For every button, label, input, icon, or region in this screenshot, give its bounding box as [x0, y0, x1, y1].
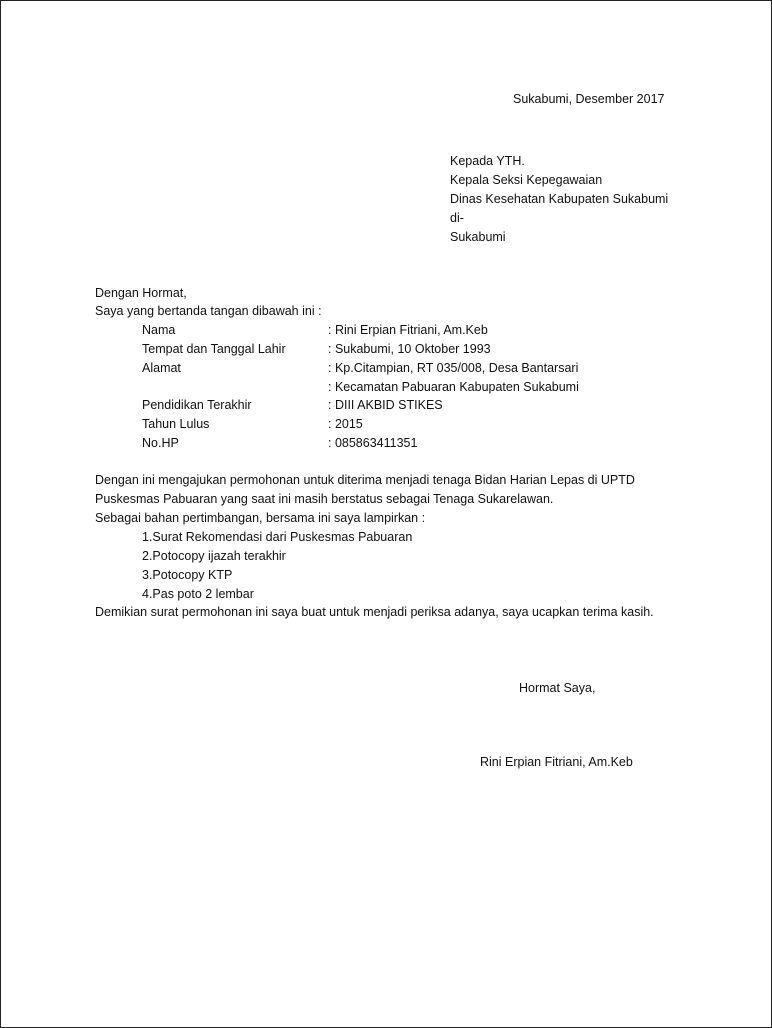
- recipient-line: Sukabumi: [450, 230, 506, 244]
- identity-label: Alamat: [142, 361, 181, 375]
- signature-salutation: Hormat Saya,: [519, 681, 596, 695]
- greeting: Dengan Hormat,: [95, 286, 187, 300]
- identity-value: : 085863411351: [328, 436, 418, 450]
- body-paragraph: Sebagai bahan pertimbangan, bersama ini saya lampirkan :: [95, 511, 426, 525]
- closing-paragraph: Demikian surat permohonan ini saya buat untuk menjadi periksa adanya, saya ucapkan terima kasih.: [95, 605, 654, 619]
- list-item: 1.Surat Rekomendasi dari Puskesmas Pabuaran: [142, 530, 413, 544]
- identity-label: Tahun Lulus: [142, 417, 210, 431]
- list-item: 2.Potocopy ijazah terakhir: [142, 549, 286, 563]
- recipient-line: Dinas Kesehatan Kabupaten Sukabumi: [450, 192, 669, 206]
- body-paragraph: Puskesmas Pabuaran yang saat ini masih berstatus sebagai Tenaga Sukarelawan.: [95, 492, 554, 506]
- identity-label: Tempat dan Tanggal Lahir: [142, 342, 286, 356]
- recipient-line: di-: [450, 211, 464, 225]
- identity-value: : Rini Erpian Fitriani, Am.Keb: [328, 323, 488, 337]
- identity-label: Nama: [142, 323, 176, 337]
- identity-value: : 2015: [328, 417, 363, 431]
- body-paragraph: Dengan ini mengajukan permohonan untuk diterima menjadi tenaga Bidan Harian Lepas di UPTD: [95, 473, 635, 487]
- list-item: 3.Potocopy KTP: [142, 568, 233, 582]
- date-line: Sukabumi, Desember 2017: [513, 92, 665, 106]
- identity-label: Pendidikan Terakhir: [142, 398, 252, 412]
- identity-value: : Kecamatan Pabuaran Kabupaten Sukabumi: [328, 380, 579, 394]
- identity-value: : DIII AKBID STIKES: [328, 398, 443, 412]
- signature-name: Rini Erpian Fitriani, Am.Keb: [480, 755, 633, 769]
- identity-label: No.HP: [142, 436, 179, 450]
- list-item: 4.Pas poto 2 lembar: [142, 587, 254, 601]
- identity-value: : Sukabumi, 10 Oktober 1993: [328, 342, 491, 356]
- recipient-line: Kepala Seksi Kepegawaian: [450, 173, 603, 187]
- identity-value: : Kp.Citampian, RT 035/008, Desa Bantarsari: [328, 361, 579, 375]
- recipient-line: Kepada YTH.: [450, 154, 525, 168]
- intro-line: Saya yang bertanda tangan dibawah ini :: [95, 304, 322, 318]
